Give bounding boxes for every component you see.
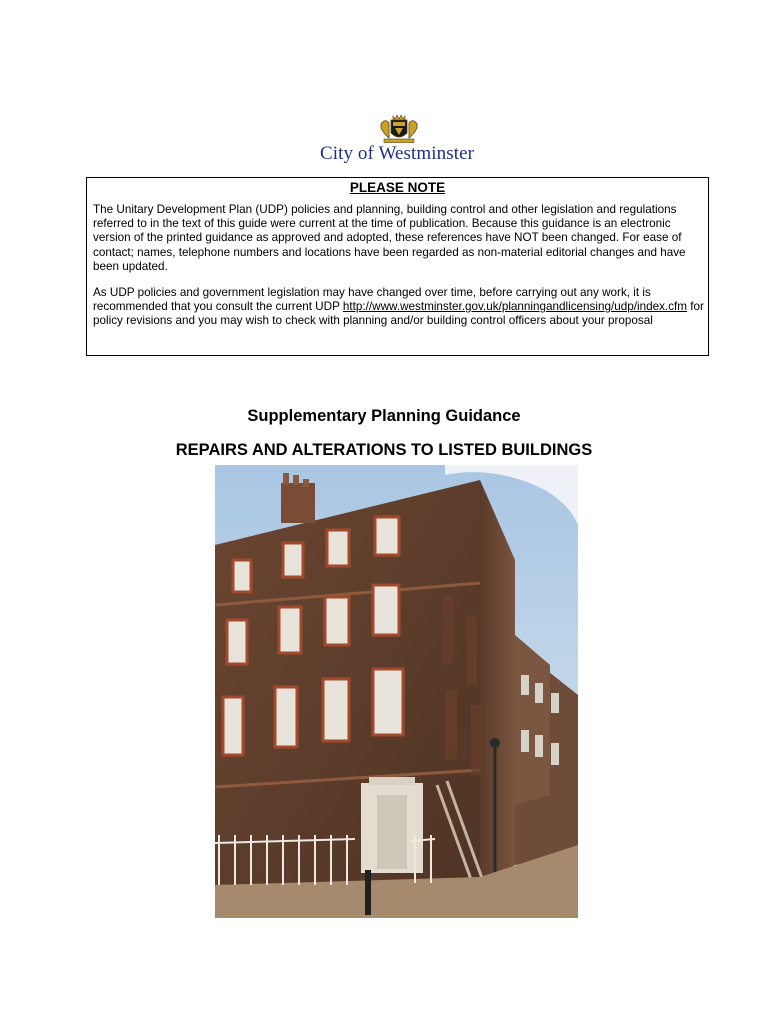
notice-title: PLEASE NOTE xyxy=(349,180,446,195)
notice-paragraph-udp xyxy=(93,286,705,329)
notice-text: As UDP policies and government legislation may have changed over time, before carrying out any work, it is recommended that you consult the current UDP xyxy=(93,286,651,314)
please-note-box xyxy=(86,177,709,356)
document-subtitle: Supplementary Planning Guidance xyxy=(247,407,521,425)
udp-link[interactable]: http://www.westminster.gov.uk/planningandlicensing/udp/index.cfm xyxy=(342,300,688,314)
coat-of-arms-icon xyxy=(378,114,420,144)
logo-wordmark: City of Westminster xyxy=(319,143,475,164)
notice-paragraph: The Unitary Development Plan (UDP) policies and planning, building control and other legislation and regulations referred to in the text of this guide were current at the time of publication. Because this guidance is an electronic version of the printed guidance as approved and adopted, these references have NOT been changed. For ease of contact; names, telephone numbers and locations have been regarded as non-material editorial changes and have been updated. xyxy=(93,203,686,273)
building-photo xyxy=(215,465,578,918)
notice-text: for policy revisions and you may wish to check with planning and/or building control officers about your proposal xyxy=(93,300,704,328)
document-title: REPAIRS AND ALTERATIONS TO LISTED BUILDINGS xyxy=(175,441,593,459)
city-of-westminster-logo xyxy=(306,112,488,168)
